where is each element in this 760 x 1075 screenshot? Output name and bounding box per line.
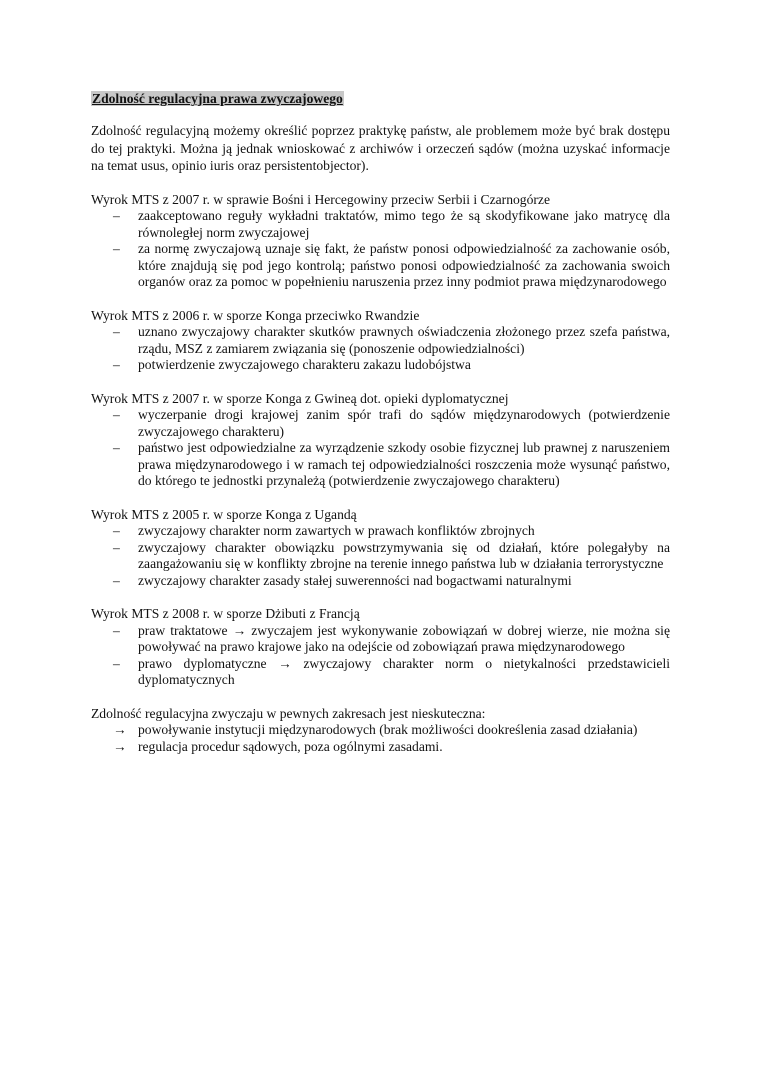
list-item bbox=[91, 656, 670, 689]
closing-section bbox=[91, 705, 670, 756]
case-section bbox=[91, 390, 670, 490]
case-heading: Wyrok MTS z 2006 r. w sporze Konga przeciwko Rwandzie bbox=[91, 307, 420, 323]
list-item-text: powoływanie instytucji międzynarodowych (brak możliwości dookreślenia zasad działania) bbox=[138, 722, 638, 737]
list-item bbox=[91, 407, 670, 440]
list-item-text: prawo dyplomatyczne → zwyczajowy charakter norm o nietykalności przedstawicieli dyplomatycznych bbox=[138, 655, 670, 687]
dash-bullet-icon: – bbox=[113, 324, 120, 339]
case-item-list bbox=[91, 523, 670, 589]
dash-bullet-icon: – bbox=[113, 655, 120, 671]
closing-heading: Zdolność regulacyjna zwyczaju w pewnych zakresach jest nieskuteczna: bbox=[91, 705, 486, 721]
list-item bbox=[91, 357, 670, 374]
page-title: Zdolność regulacyjna prawa zwyczajowego bbox=[92, 91, 343, 106]
case-section bbox=[91, 605, 670, 689]
list-item-text: za normę zwyczajową uznaje się fakt, że państw ponosi odpowiedzialność za zachowanie osób, które znajdują się pod jego kontrolą; państwo ponosi odpowiedzialność za zachowania swoich organów oraz za pomoc w popełnieniu naruszenia przez inny podmiot prawa międzynarodowego bbox=[138, 241, 670, 289]
list-item-text: zaakceptowano reguły wykładni traktatów, mimo tego że są skodyfikowane jako matrycę dla równoległej norm zwyczajowej bbox=[138, 208, 670, 240]
list-item bbox=[91, 623, 670, 656]
dash-bullet-icon: – bbox=[113, 208, 120, 223]
case-section bbox=[91, 191, 670, 291]
arrow-bullet-icon: → bbox=[113, 738, 127, 754]
closing-list bbox=[91, 722, 670, 755]
sections-container bbox=[91, 191, 670, 689]
list-item-text: zwyczajowy charakter zasady stałej suwerenności nad bogactwami naturalnymi bbox=[138, 572, 572, 588]
list-item bbox=[91, 523, 670, 540]
list-item-text: praw traktatowe → zwyczajem jest wykonywanie zobowiązań w dobrej wierze, nie można się powoływać na prawo krajowe jako na odejście od zobowiązań prawa międzynarodowego bbox=[138, 622, 670, 654]
case-item-list bbox=[91, 623, 670, 689]
list-item bbox=[91, 241, 670, 291]
case-heading: Wyrok MTS z 2007 r. w sprawie Bośni i Hercegowiny przeciw Serbii i Czarnogórze bbox=[91, 191, 550, 207]
list-item bbox=[91, 540, 670, 573]
list-item bbox=[91, 739, 670, 756]
list-item bbox=[91, 722, 670, 739]
list-item-text: zwyczajowy charakter norm zawartych w prawach konfliktów zbrojnych bbox=[138, 523, 535, 538]
case-section bbox=[91, 307, 670, 374]
intro-paragraph: Zdolność regulacyjną możemy określić poprzez praktykę państw, ale problemem może być brak dostępu do tej praktyki. Można ją jednak wnioskować z archiwów i orzeczeń sądów (można uzyskać informacje na temat usus, opinio iuris oraz persistentobjector). bbox=[91, 123, 670, 173]
list-item bbox=[91, 440, 670, 490]
dash-bullet-icon: – bbox=[113, 539, 120, 555]
list-item bbox=[91, 208, 670, 241]
case-item-list bbox=[91, 407, 670, 490]
dash-bullet-icon: – bbox=[113, 523, 120, 538]
dash-bullet-icon: – bbox=[113, 440, 120, 455]
case-section bbox=[91, 506, 670, 590]
list-item-text: potwierdzenie zwyczajowego charakteru zakazu ludobójstwa bbox=[138, 357, 471, 372]
list-item bbox=[91, 324, 670, 357]
list-item-text: uznano zwyczajowy charakter skutków prawnych oświadczenia złożonego przez szefa państwa, rządu, MSZ z zamiarem związania się (ponoszenie odpowiedzialności) bbox=[138, 324, 670, 356]
dash-bullet-icon: – bbox=[113, 407, 120, 422]
list-item-text: zwyczajowy charakter obowiązku powstrzymywania się od działań, które polegałyby na zaangażowaniu się w konflikty zbrojne na terenie innego państwa lub w działania terrorystyczne bbox=[138, 539, 670, 571]
list-item-text: wyczerpanie drogi krajowej zanim spór trafi do sądów międzynarodowych (potwierdzenie zwyczajowego charakteru) bbox=[138, 407, 670, 439]
list-item bbox=[91, 573, 670, 590]
case-item-list bbox=[91, 324, 670, 374]
case-item-list bbox=[91, 208, 670, 291]
dash-bullet-icon: – bbox=[113, 357, 120, 372]
case-heading: Wyrok MTS z 2007 r. w sporze Konga z Gwineą dot. opieki dyplomatycznej bbox=[91, 390, 509, 406]
case-heading: Wyrok MTS z 2005 r. w sporze Konga z Ugandą bbox=[91, 506, 357, 522]
list-item-text: państwo jest odpowiedzialne za wyrządzenie szkody osobie fizycznej lub prawnej z naruszeniem prawa międzynarodowego i w ramach tej odpowiedzialności roszczenia może wysunąć państwo, do którego te jednostki przynależą (potwierdzenie zwyczajowego charakteru) bbox=[138, 440, 670, 488]
list-item-text: regulacja procedur sądowych, poza ogólnymi zasadami. bbox=[138, 738, 443, 754]
dash-bullet-icon: – bbox=[113, 572, 120, 588]
dash-bullet-icon: – bbox=[113, 622, 120, 638]
case-heading: Wyrok MTS z 2008 r. w sporze Dżibuti z Francją bbox=[91, 606, 360, 621]
dash-bullet-icon: – bbox=[113, 241, 120, 256]
arrow-bullet-icon: → bbox=[113, 722, 127, 737]
